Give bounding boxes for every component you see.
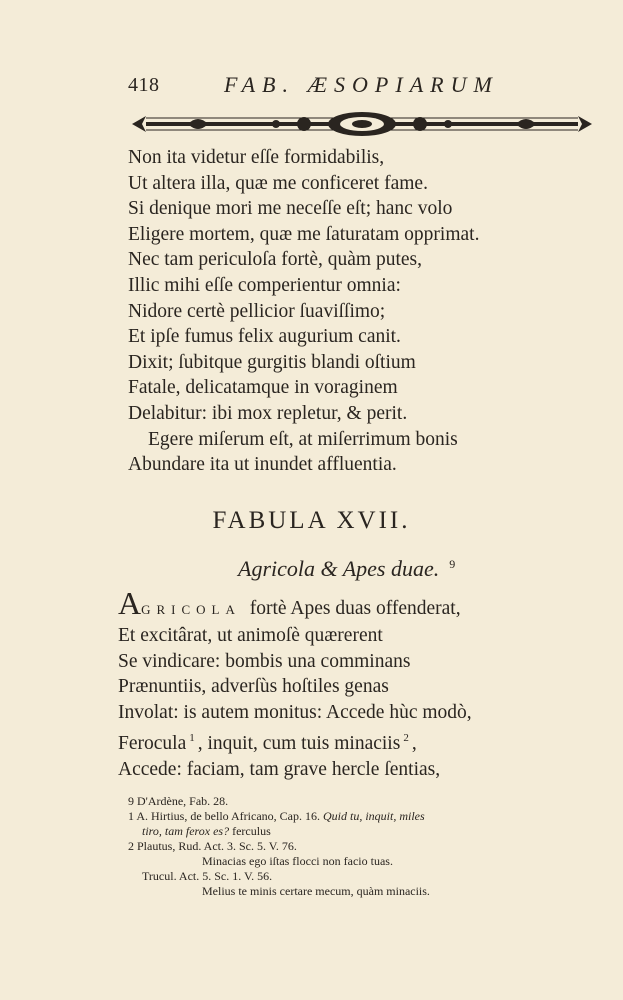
poem-line: Illic mihi eſſe comperientur omnia: xyxy=(128,274,401,296)
fable-line: Et excitârat, ut animoſè quærerent xyxy=(118,624,383,646)
footnote-marker: 2 xyxy=(403,731,409,744)
poem-line: Nidore certè pellicior ſuaviſſimo; xyxy=(128,300,386,322)
footnote-9: 9 D'Ardène, Fab. 28. xyxy=(128,794,229,808)
footnote-marker: 1 xyxy=(189,731,195,744)
page-number: 418 xyxy=(128,74,160,96)
poem-line: Ut altera illa, quæ me conficeret fame. xyxy=(128,172,428,194)
footnote-quote: Quid tu, inquit, miles xyxy=(322,809,425,823)
decorative-ornament-divider xyxy=(128,108,596,140)
footnotes xyxy=(128,794,598,899)
fable-line-text: fortè Apes duas offenderat, xyxy=(244,598,461,619)
fable-line-part: Ferocula xyxy=(118,732,187,754)
drop-cap: A xyxy=(118,585,142,621)
footnote-2-quote-2: Melius te minis certare mecum, quàm minaciis. xyxy=(202,884,430,898)
fable-line: Involat: is autem monitus: Accede hùc modò, xyxy=(118,702,472,724)
poem-line: Fatale, delicatamque in voraginem xyxy=(128,377,398,399)
footnote-2: 2 Plautus, Rud. Act. 3. Sc. 5. V. 76. xyxy=(128,839,297,853)
fable-line-part: , xyxy=(411,732,417,754)
footnote-quote: tiro, tam ferox es? xyxy=(142,824,230,838)
fable-subtitle xyxy=(238,556,455,582)
page-header xyxy=(128,68,548,98)
poem-line: Nec tam periculoſa fortè, quàm putes, xyxy=(128,249,423,271)
fable-line-ferocula xyxy=(118,726,598,757)
poem-line: Delabitur: ibi mox repletur, & perit. xyxy=(128,402,408,424)
footnote-source: 1 A. Hirtius, de bello Africano, Cap. 16. xyxy=(128,809,320,823)
footnote-2-source: Trucul. Act. 5. Sc. 1. V. 56. xyxy=(142,869,273,883)
footnote-marker: 9 xyxy=(449,557,456,571)
footnote-2-quote: Minacias ego iſtas flocci non facio tuas. xyxy=(202,854,393,868)
footnote-1-continued xyxy=(128,824,598,839)
poem-line: Egere miſerum eſt, at miſerrimum bonis xyxy=(148,428,458,450)
fable-line: Accede: faciam, tam grave hercle ſentias, xyxy=(118,758,441,780)
fable-title: FABULA XVII. xyxy=(212,507,411,534)
poem-line: Si denique mori me neceſſe eſt; hanc volo xyxy=(128,198,453,220)
small-caps-word: GRICOLA xyxy=(141,602,241,617)
poem-block xyxy=(128,145,598,478)
poem-line: Dixit; ſubitque gurgitis blandi oſtium xyxy=(128,351,416,373)
poem-line: Abundare ita ut inundet affluentia. xyxy=(128,454,397,476)
poem-line: Et ipſe fumus felix augurium canit. xyxy=(128,326,401,348)
footnote-1 xyxy=(128,809,598,824)
running-title: FAB. ÆSOPIARUM xyxy=(224,72,499,97)
poem-line: Non ita videtur eſſe formidabilis, xyxy=(128,147,385,168)
fable-first-line xyxy=(118,585,598,623)
fable-subtitle-text: Agricola & Apes duae. xyxy=(238,556,440,581)
fable-text xyxy=(118,585,598,783)
fable-line: Se vindicare: bombis una comminans xyxy=(118,650,411,672)
fable-line-part: , inquit, cum tuis minaciis xyxy=(197,732,401,754)
footnote-variant: ferculus xyxy=(232,824,271,838)
fable-line: Prænuntiis, adverſùs hoſtiles genas xyxy=(118,676,389,698)
poem-line: Eligere mortem, quæ me ſaturatam opprimat. xyxy=(128,223,480,245)
